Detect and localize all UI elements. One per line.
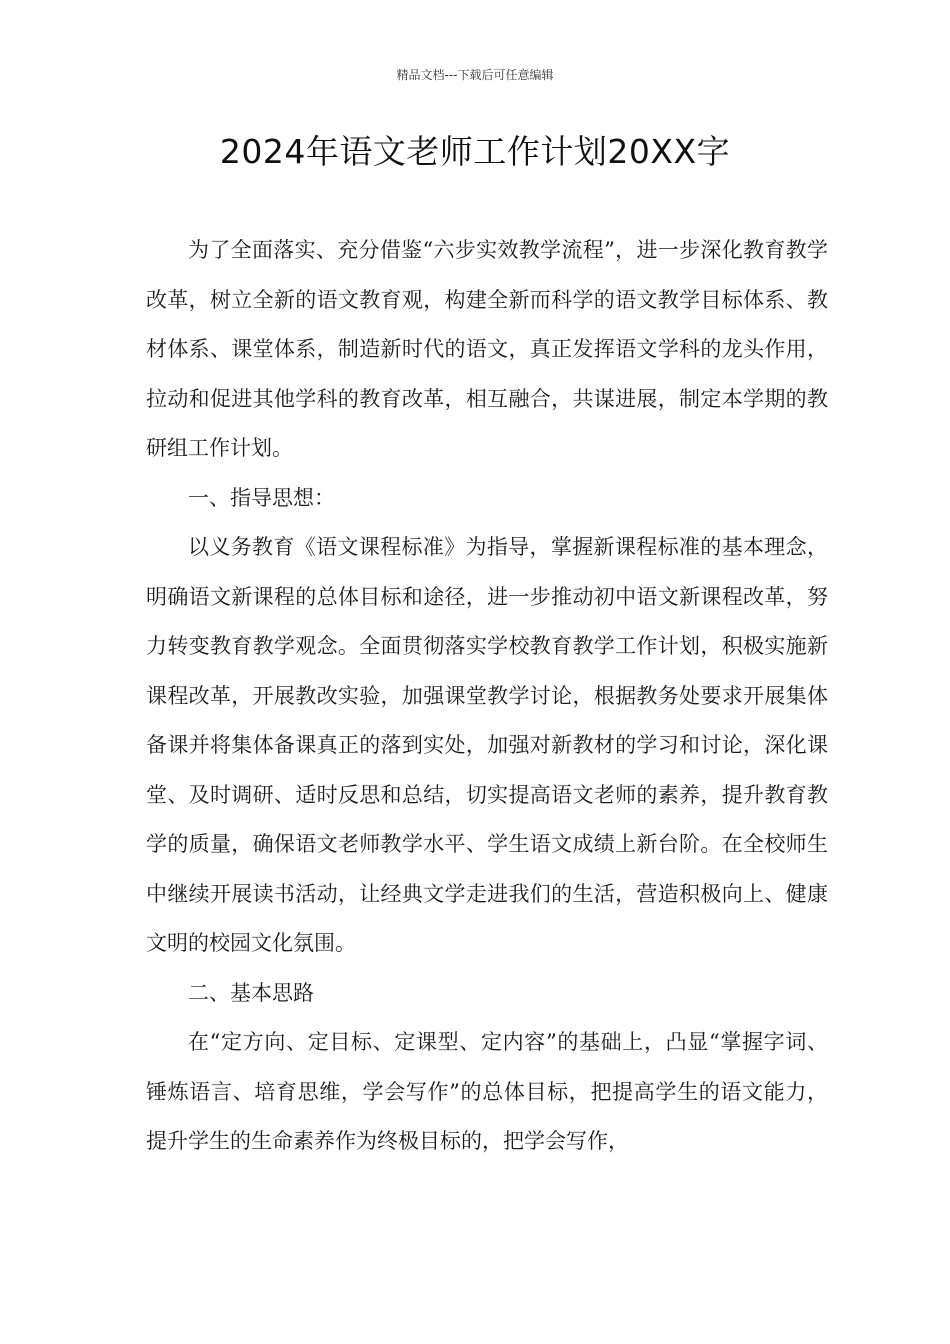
document-header-note: 精品文档---下载后可任意编辑 [396, 68, 554, 82]
paragraph-intro: 为了全面落实、充分借鉴“六步实效教学流程”，进一步深化教育教学改革，树立全新的语文教育观，构建全新而科学的语文教学目标体系、教材体系、课堂体系，制造新时代的语文，真正发挥语文学科的龙头作用，拉动和促进其他学科的教育改革，相互融合，共谋进展，制定本学期的教研组工作计划。 [146, 238, 828, 460]
section-heading-guiding-thought: 一、指导思想： [188, 485, 335, 510]
document-body [146, 226, 828, 1167]
section-heading-basic-approach: 二、基本思路 [188, 980, 314, 1005]
paragraph-guiding-thought: 以义务教育《语文课程标准》为指导，掌握新课程标准的基本理念，明确语文新课程的总体目标和途径，进一步推动初中语文新课程改革，努力转变教育教学观念。全面贯彻落实学校教育教学工作计划，积极实施新课程改革，开展教改实验，加强课堂教学讨论，根据教务处要求开展集体备课并将集体备课真正的落到实处，加强对新教材的学习和讨论，深化课堂、及时调研、适时反思和总结，切实提高语文老师的素养，提升教育教学的质量，确保语文老师教学水平、学生语文成绩上新台阶。在全校师生中继续开展读书活动，让经典文学走进我们的生活，营造积极向上、健康文明的校园文化氛围。 [146, 535, 828, 955]
document-title: 2024年语文老师工作计划20XX字 [219, 132, 731, 171]
paragraph-basic-approach: 在“定方向、定目标、定课型、定内容”的基础上，凸显“掌握字词、锤炼语言、培育思维，学会写作”的总体目标，把提高学生的语文能力，提升学生的生命素养作为终极目标的，把学会写作， [146, 1030, 828, 1153]
